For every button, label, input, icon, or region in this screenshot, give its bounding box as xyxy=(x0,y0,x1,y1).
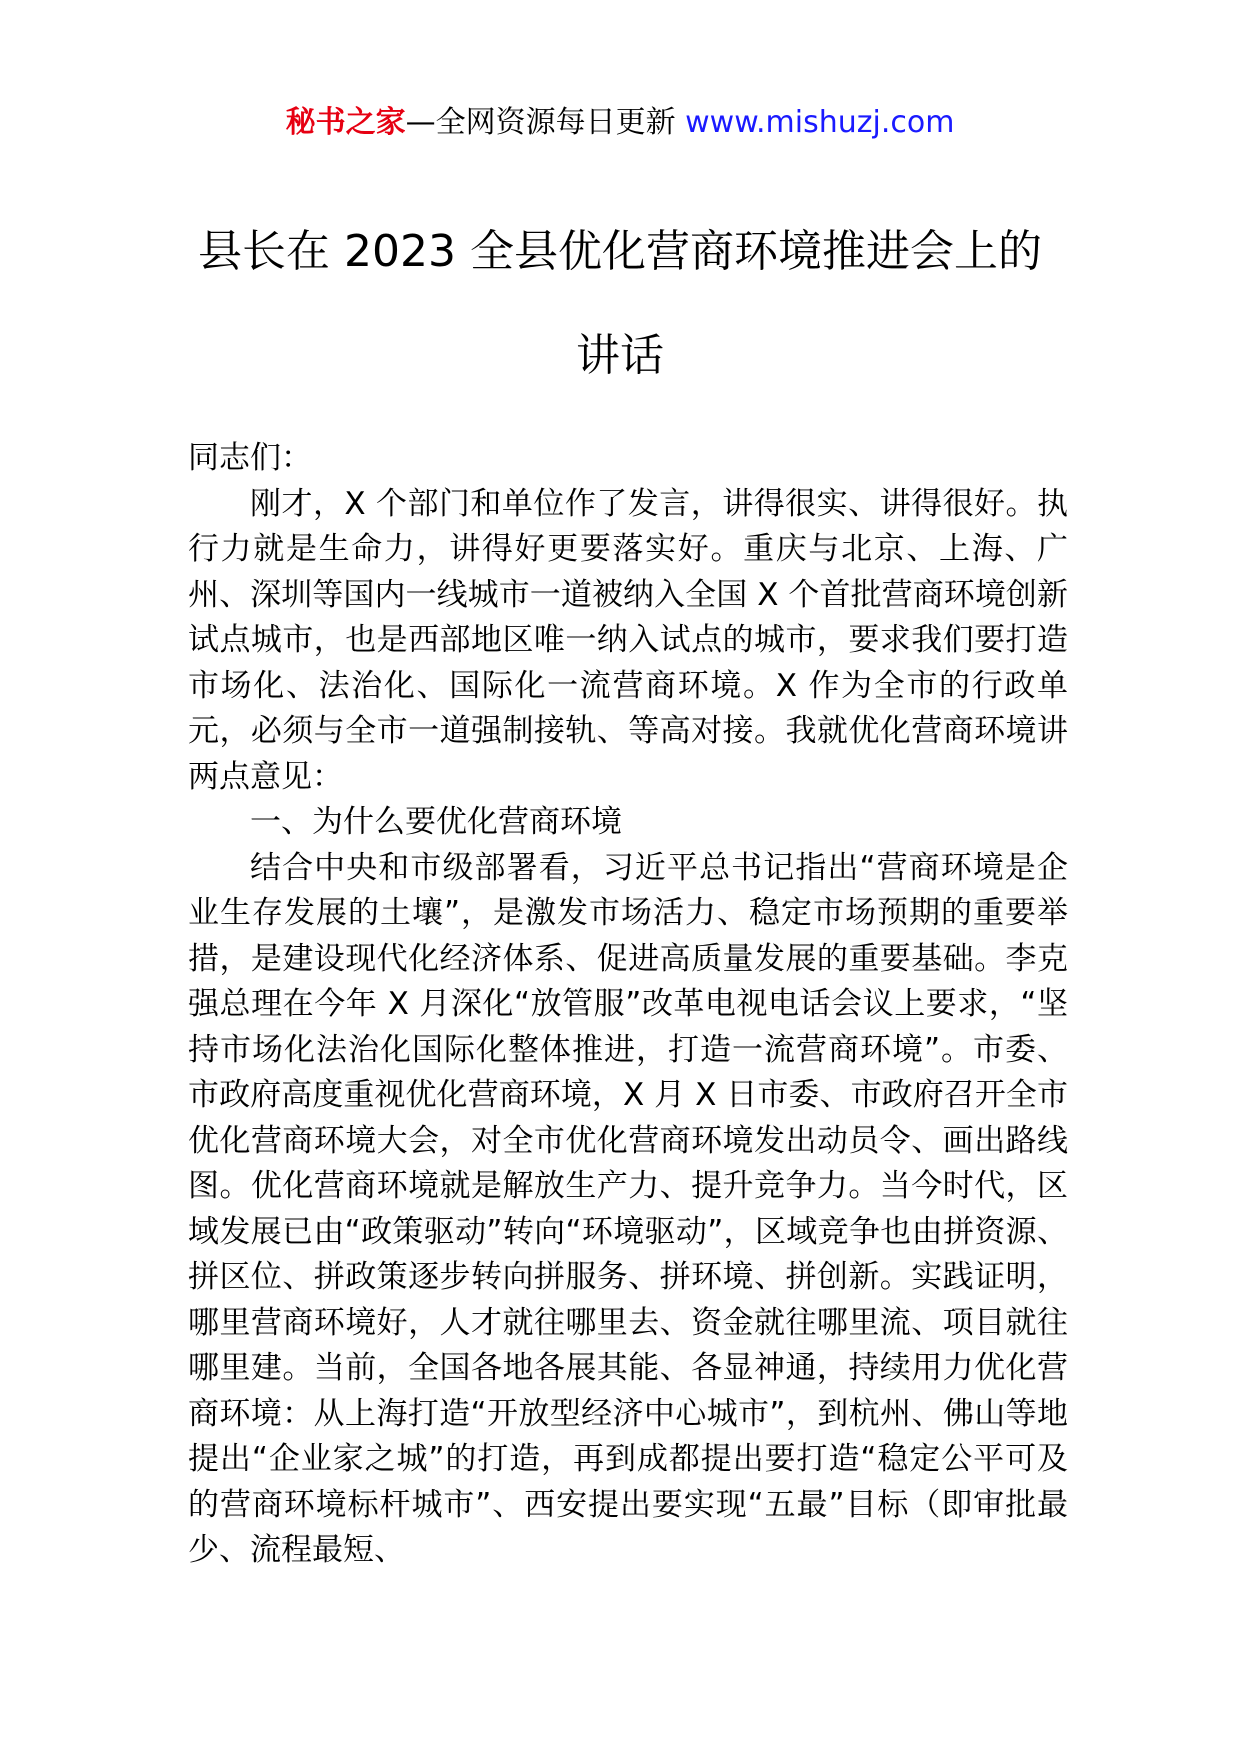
title-line-2: 讲话 xyxy=(576,330,664,381)
document-title xyxy=(150,200,1090,408)
document-body xyxy=(188,436,1068,1574)
salutation: 同志们： xyxy=(188,440,312,476)
site-url-link[interactable]: www.mishuzj.com xyxy=(685,105,955,140)
title-line-1: 县长在 2023 全县优化营商环境推进会上的 xyxy=(198,226,1042,277)
header-slogan: —全网资源每日更新 xyxy=(405,105,676,140)
site-header xyxy=(0,98,1240,148)
paragraph-opening: 刚才，X 个部门和单位作了发言，讲得很实、讲得很好。执行力就是生命力，讲得好更要落实好。重庆与北京、上海、广州、深圳等国内一线城市一道被纳入全国 X 个首批营商环境创新试点城市，也是西部地区唯一纳入试点的城市，要求我们要打造市场化、法治化、国际化一流营商环境。X 作为全市的行政单元，必须与全市一道强制接轨、等高对接。我就优化营商环境讲两点意见： xyxy=(188,485,1068,795)
brand-name: 秘书之家 xyxy=(285,105,406,140)
section-heading-1: 一、为什么要优化营商环境 xyxy=(250,804,622,840)
paragraph-section-1: 结合中央和市级部署看，习近平总书记指出“营商环境是企业生存发展的土壤”，是激发市场活力、稳定市场预期的重要举措，是建设现代化经济体系、促进高质量发展的重要基础。李克强总理在今年 X 月深化“放管服”改革电视电话会议上要求，“坚持市场化法治化国际化整体推进，打造一流营商环境”。市委、市政府高度重视优化营商环境，X 月 X 日市委、市政府召开全市优化营商环境大会，对全市优化营商环境发出动员令、画出路线图。优化营商环境就是解放生产力、提升竞争力。当今时代，区域发展已由“政策驱动”转向“环境驱动”，区域竞争也由拼资源、拼区位、拼政策逐步转向拼服务、拼环境、拼创新。实践证明，哪里营商环境好，人才就往哪里去、资金就往哪里流、项目就往哪里建。当前，全国各地各展其能、各显神通，持续用力优化营商环境：从上海打造“开放型经济中心城市”，到杭州、佛山等地提出“企业家之城”的打造，再到成都提出要打造“稳定公平可及的营商环境标杆城市”、西安提出要实现“五最”目标（即审批最少、流程最短、 xyxy=(188,849,1068,1568)
